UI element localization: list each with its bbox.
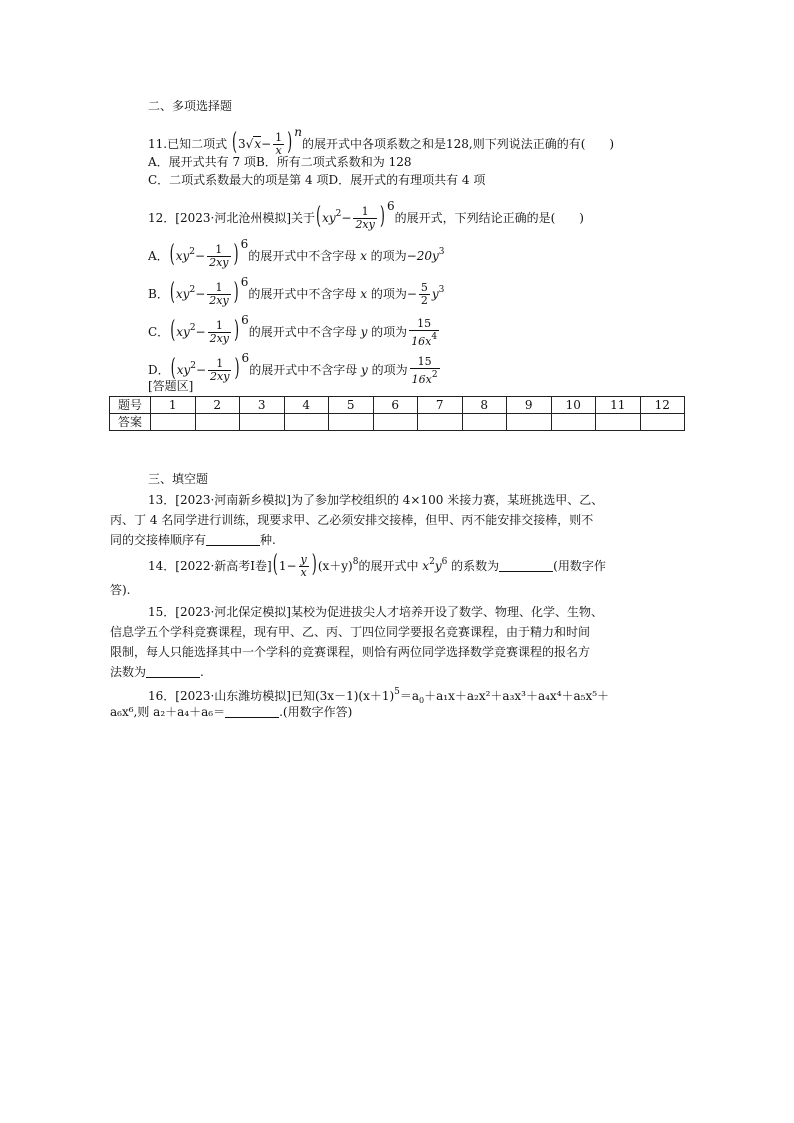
q14-answer-blank[interactable] — [499, 559, 553, 572]
answer-number-cell: 1 — [151, 397, 196, 414]
q15-line2: 信息学五个学科竞赛课程，现有甲、乙、丙、丁四位同学要报名竞赛课程，由于精力和时间 — [110, 625, 591, 639]
answer-input-cell[interactable] — [373, 414, 418, 431]
q11-options-cd — [148, 172, 485, 188]
q14-line1: 14．[2022·新高考Ⅰ卷](1− $\frac{y}{x}$ )$(x+y)^8$的展开式中 $x^2y^6$ 的系数为 (用数字作 — [148, 550, 606, 580]
section3-heading: 三、填空题 — [148, 472, 209, 486]
q16-line1: 16．[2023·山东潍坊模拟]已知$(3x-1)(x+1)^5=a_0+a_1x+a_2x^2+a_3x^3+a_4x^4+a_5x^5+$ — [148, 687, 610, 705]
q11-option-c: C．二项式系数最大的项是第 4 项 — [148, 173, 329, 187]
answer-number-cell: 11 — [596, 397, 641, 414]
q16-line2: a₆x⁶,则 a₂＋a₄＋a₆＝ .(用数字作答) — [110, 705, 353, 719]
q13-line2: 丙、丁 4 名同学进行训练，现要求甲、乙必须安排交接棒，但甲、丙不能安排交接棒，则不 — [110, 513, 594, 527]
q15-line1: 15．[2023·河北保定模拟]某校为促进拔尖人才培养开设了数学、物理、化学、生物、 — [148, 605, 603, 619]
answer-number-cell: 2 — [195, 397, 240, 414]
q13-line1: 13．[2023·河南新乡模拟]为了参加学校组织的 4×100 米接力赛，某班挑选甲、乙、 — [148, 493, 604, 507]
answer-input-cell[interactable] — [195, 414, 240, 431]
answer-number-cell: 6 — [373, 397, 418, 414]
q14-line2: 答). — [110, 583, 131, 597]
answer-number-cell: 9 — [507, 397, 552, 414]
q11-option-b: B．所有二项式系数和为 128 — [255, 155, 412, 169]
answer-input-cell[interactable] — [151, 414, 196, 431]
answer-input-cell[interactable] — [507, 414, 552, 431]
q13-answer-blank[interactable] — [206, 533, 260, 546]
answer-table-head-answer: 答案 — [110, 414, 151, 431]
q11-option-d: D．展开式的有理项共有 4 项 — [328, 173, 486, 187]
q16-answer-blank[interactable] — [225, 705, 279, 718]
q13-line3: 同的交接棒顺序有 种. — [110, 533, 276, 547]
answer-number-cell: 12 — [640, 397, 685, 414]
q12-stem: 12．[2023·河北沧州模拟]关于($xy^2-$ $\frac{1}{2xy}$ ) 6的展开式，下列结论正确的是( ) — [148, 199, 584, 232]
q11-options-ab — [148, 154, 411, 170]
q11-option-a: A．展开式共有 7 项 — [148, 155, 256, 169]
q15-answer-blank[interactable] — [146, 665, 200, 678]
answer-area-label: [答题区] — [148, 379, 194, 393]
answer-input-cell[interactable] — [551, 414, 596, 431]
answer-input-cell[interactable] — [284, 414, 329, 431]
answer-input-cell[interactable] — [418, 414, 463, 431]
answer-input-cell[interactable] — [462, 414, 507, 431]
section2-heading: 二、多项选择题 — [148, 99, 233, 113]
q12-option-b: B．($xy^2-$ $\frac{1}{2xy}$ ) 6的展开式中不含字母 x 的项为− $\frac{5}{2}$ $y^3$ — [148, 275, 445, 308]
answer-table-head-number: 题号 — [110, 397, 151, 414]
q12-option-d: D．($xy^2-$ $\frac{1}{2xy}$ ) 6的展开式中不含字母 y 的项为 $\frac{15}{16x^2}$ — [148, 351, 438, 386]
answer-number-cell: 7 — [418, 397, 463, 414]
answer-input-cell[interactable] — [640, 414, 685, 431]
answer-number-cell: 4 — [284, 397, 329, 414]
answer-number-cell: 5 — [329, 397, 374, 414]
answer-number-cell: 3 — [240, 397, 285, 414]
q15-line3: 限制，每人只能选择其中一个学科的竞赛课程，则恰有两位同学选择数学竞赛课程的报名方 — [110, 645, 591, 659]
answer-table — [109, 396, 685, 431]
answer-input-cell[interactable] — [240, 414, 285, 431]
q12-option-a: A．($xy^2-$ $\frac{1}{2xy}$ ) 6的展开式中不含字母 x 的项为$-20y^3$ — [148, 237, 445, 270]
answer-table-answer-row — [110, 414, 685, 431]
answer-number-cell: 10 — [551, 397, 596, 414]
q11-stem: 11.已知二项式 (3√x− $\frac{1}{x}$ ) n的展开式中各项系数之和是128,则下列说法正确的有( ) — [148, 125, 615, 158]
q12-option-c: C．($xy^2-$ $\frac{1}{2xy}$ ) 6的展开式中不含字母 y 的项为 $\frac{15}{16x^4}$ — [148, 313, 438, 348]
answer-table-number-row — [110, 397, 685, 414]
answer-input-cell[interactable] — [596, 414, 641, 431]
answer-number-cell: 8 — [462, 397, 507, 414]
q15-line4: 法数为 . — [110, 665, 204, 679]
answer-input-cell[interactable] — [329, 414, 374, 431]
